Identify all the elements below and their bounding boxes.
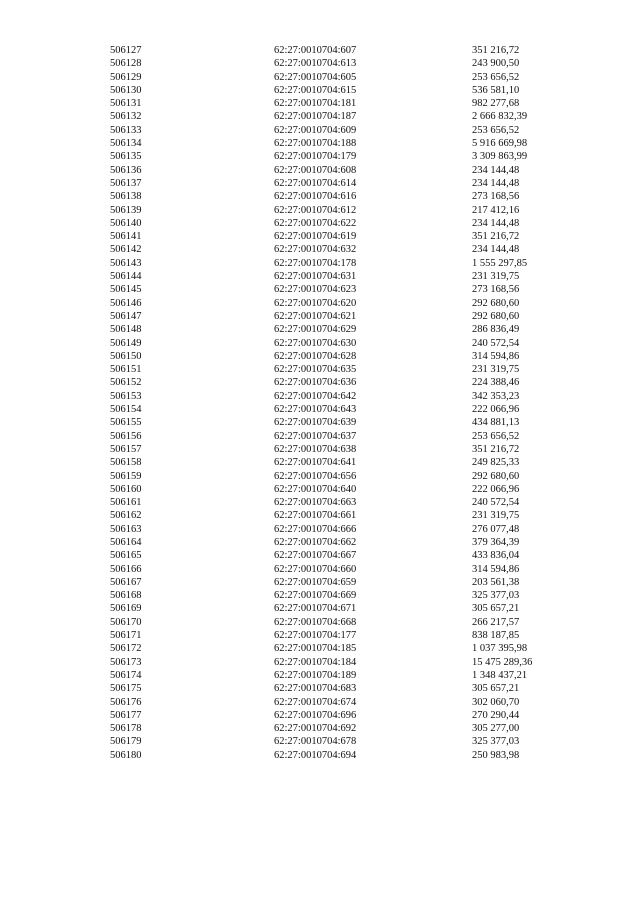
record-number-cell: 506143 <box>110 257 142 269</box>
cadastral-value-cell: 351 216,72 <box>472 45 520 56</box>
cadastral-value-cell: 351 216,72 <box>472 443 520 455</box>
record-number-cell: 506161 <box>110 497 142 509</box>
cadastral-number-cell: 62:27:0010704:692 <box>274 723 357 735</box>
table-row <box>0 44 640 57</box>
record-number-cell: 506133 <box>110 124 142 136</box>
table-row <box>0 709 640 722</box>
cadastral-number-cell: 62:27:0010704:181 <box>274 98 357 110</box>
table-row <box>0 310 640 323</box>
cadastral-number-cell: 62:27:0010704:640 <box>274 483 357 495</box>
cadastral-number-cell: 62:27:0010704:638 <box>274 443 357 455</box>
cadastral-number-cell: 62:27:0010704:666 <box>274 523 357 535</box>
cadastral-number-cell: 62:27:0010704:694 <box>274 749 357 761</box>
cadastral-number-cell: 62:27:0010704:683 <box>274 683 357 695</box>
cadastral-value-cell: 273 168,56 <box>472 284 520 296</box>
record-number-cell: 506127 <box>110 45 142 56</box>
cadastral-number-cell: 62:27:0010704:663 <box>274 497 357 509</box>
cadastral-number-cell: 62:27:0010704:607 <box>274 45 357 56</box>
record-number-cell: 506154 <box>110 404 142 416</box>
table-row <box>0 403 640 416</box>
record-number-cell: 506130 <box>110 84 142 96</box>
cadastral-value-cell: 1 555 297,85 <box>472 257 528 269</box>
cadastral-number-cell: 62:27:0010704:629 <box>274 324 357 336</box>
table-row <box>0 177 640 190</box>
record-number-cell: 506179 <box>110 736 142 748</box>
record-number-cell: 506160 <box>110 483 142 495</box>
record-number-cell: 506166 <box>110 563 142 575</box>
cadastral-value-cell: 305 277,00 <box>472 723 520 735</box>
cadastral-value-cell: 253 656,52 <box>472 124 520 136</box>
table-row <box>0 642 640 655</box>
cadastral-number-cell: 62:27:0010704:678 <box>274 736 357 748</box>
record-number-cell: 506155 <box>110 417 142 429</box>
cadastral-number-cell: 62:27:0010704:667 <box>274 550 357 562</box>
table-row <box>0 257 640 270</box>
cadastral-number-cell: 62:27:0010704:188 <box>274 138 357 150</box>
cadastral-number-cell: 62:27:0010704:177 <box>274 630 357 642</box>
table-row <box>0 97 640 110</box>
record-number-cell: 506176 <box>110 696 142 708</box>
cadastral-number-cell: 62:27:0010704:662 <box>274 536 357 548</box>
cadastral-number-cell: 62:27:0010704:616 <box>274 191 357 203</box>
table-row <box>0 84 640 97</box>
cadastral-number-cell: 62:27:0010704:179 <box>274 151 357 163</box>
cadastral-value-cell: 292 680,60 <box>472 297 520 309</box>
record-number-cell: 506171 <box>110 630 142 642</box>
cadastral-number-cell: 62:27:0010704:612 <box>274 204 357 216</box>
record-number-cell: 506135 <box>110 151 142 163</box>
cadastral-value-cell: 243 900,50 <box>472 58 520 70</box>
record-number-cell: 506175 <box>110 683 142 695</box>
cadastral-value-cell: 1 348 437,21 <box>472 669 528 681</box>
cadastral-value-cell: 224 388,46 <box>472 377 520 389</box>
cadastral-number-cell: 62:27:0010704:637 <box>274 430 357 442</box>
cadastral-value-cell: 314 594,86 <box>472 350 520 362</box>
cadastral-number-cell: 62:27:0010704:630 <box>274 337 357 349</box>
table-row <box>0 57 640 70</box>
cadastral-value-cell: 249 825,33 <box>472 457 520 469</box>
cadastral-number-cell: 62:27:0010704:641 <box>274 457 357 469</box>
cadastral-value-cell: 305 657,21 <box>472 683 520 695</box>
cadastral-number-cell: 62:27:0010704:620 <box>274 297 357 309</box>
cadastral-value-cell: 15 475 289,36 <box>472 656 533 668</box>
cadastral-value-cell: 5 916 669,98 <box>472 138 528 150</box>
record-number-cell: 506134 <box>110 138 142 150</box>
record-number-cell: 506172 <box>110 643 142 655</box>
table-row <box>0 363 640 376</box>
cadastral-value-cell: 234 144,48 <box>472 244 520 256</box>
record-number-cell: 506145 <box>110 284 142 296</box>
table-row <box>0 137 640 150</box>
record-number-cell: 506148 <box>110 324 142 336</box>
cadastral-value-cell: 273 168,56 <box>472 191 520 203</box>
table-row <box>0 110 640 123</box>
record-number-cell: 506142 <box>110 244 142 256</box>
cadastral-value-cell: 222 066,96 <box>472 404 520 416</box>
cadastral-value-cell: 2 666 832,39 <box>472 111 528 123</box>
table-row <box>0 270 640 283</box>
cadastral-value-cell: 231 319,75 <box>472 364 520 376</box>
table-row <box>0 443 640 456</box>
table-row <box>0 483 640 496</box>
cadastral-value-cell: 302 060,70 <box>472 696 520 708</box>
cadastral-number-cell: 62:27:0010704:631 <box>274 271 357 283</box>
table-row <box>0 230 640 243</box>
table-row <box>0 150 640 163</box>
cadastral-value-cell: 3 309 863,99 <box>472 151 528 163</box>
cadastral-value-cell: 222 066,96 <box>472 483 520 495</box>
table-row <box>0 376 640 389</box>
cadastral-value-cell: 305 657,21 <box>472 603 520 615</box>
record-number-cell: 506149 <box>110 337 142 349</box>
table-row <box>0 390 640 403</box>
cadastral-value-cell: 203 561,38 <box>472 576 520 588</box>
cadastral-value-cell: 240 572,54 <box>472 337 520 349</box>
table-row <box>0 190 640 203</box>
cadastral-value-cell: 234 144,48 <box>472 217 520 229</box>
record-number-cell: 506151 <box>110 364 142 376</box>
cadastral-value-cell: 342 353,23 <box>472 390 520 402</box>
cadastral-value-cell: 253 656,52 <box>472 71 520 83</box>
cadastral-number-cell: 62:27:0010704:639 <box>274 417 357 429</box>
record-number-cell: 506177 <box>110 709 142 721</box>
table-row <box>0 297 640 310</box>
cadastral-number-cell: 62:27:0010704:613 <box>274 58 357 70</box>
record-number-cell: 506153 <box>110 390 142 402</box>
cadastral-value-cell: 266 217,57 <box>472 616 520 628</box>
record-number-cell: 506174 <box>110 669 142 681</box>
cadastral-number-cell: 62:27:0010704:674 <box>274 696 357 708</box>
record-number-cell: 506141 <box>110 231 142 243</box>
cadastral-value-cell: 286 836,49 <box>472 324 520 336</box>
table-row <box>0 323 640 336</box>
cadastral-value-cell: 276 077,48 <box>472 523 520 535</box>
cadastral-value-cell: 240 572,54 <box>472 497 520 509</box>
cadastral-number-cell: 62:27:0010704:184 <box>274 656 357 668</box>
cadastral-number-cell: 62:27:0010704:636 <box>274 377 357 389</box>
cadastral-number-cell: 62:27:0010704:671 <box>274 603 357 615</box>
cadastral-value-cell: 217 412,16 <box>472 204 520 216</box>
cadastral-number-cell: 62:27:0010704:187 <box>274 111 357 123</box>
cadastral-number-cell: 62:27:0010704:669 <box>274 590 357 602</box>
cadastral-value-cell: 325 377,03 <box>472 590 520 602</box>
record-number-cell: 506173 <box>110 656 142 668</box>
table-row <box>0 456 640 469</box>
table-row <box>0 696 640 709</box>
table-row <box>0 656 640 669</box>
table-row <box>0 576 640 589</box>
cadastral-number-cell: 62:27:0010704:609 <box>274 124 357 136</box>
table-row <box>0 430 640 443</box>
table-row <box>0 243 640 256</box>
cadastral-number-cell: 62:27:0010704:632 <box>274 244 357 256</box>
record-number-cell: 506163 <box>110 523 142 535</box>
cadastral-number-cell: 62:27:0010704:628 <box>274 350 357 362</box>
table-row <box>0 283 640 296</box>
cadastral-value-cell: 314 594,86 <box>472 563 520 575</box>
cadastral-value-cell: 270 290,44 <box>472 709 520 721</box>
record-number-cell: 506147 <box>110 310 142 322</box>
cadastral-value-cell: 433 836,04 <box>472 550 520 562</box>
cadastral-number-cell: 62:27:0010704:661 <box>274 510 357 522</box>
cadastral-number-cell: 62:27:0010704:605 <box>274 71 357 83</box>
record-number-cell: 506150 <box>110 350 142 362</box>
table-row <box>0 602 640 615</box>
table-row <box>0 616 640 629</box>
table-row <box>0 629 640 642</box>
table-row <box>0 749 640 762</box>
cadastral-number-cell: 62:27:0010704:621 <box>274 310 357 322</box>
cadastral-value-cell: 325 377,03 <box>472 736 520 748</box>
cadastral-number-cell: 62:27:0010704:608 <box>274 164 357 176</box>
record-number-cell: 506170 <box>110 616 142 628</box>
table-row <box>0 496 640 509</box>
cadastral-number-cell: 62:27:0010704:659 <box>274 576 357 588</box>
cadastral-number-cell: 62:27:0010704:614 <box>274 177 357 189</box>
cadastral-number-cell: 62:27:0010704:185 <box>274 643 357 655</box>
cadastral-value-cell: 231 319,75 <box>472 271 520 283</box>
record-number-cell: 506137 <box>110 177 142 189</box>
record-number-cell: 506165 <box>110 550 142 562</box>
record-number-cell: 506158 <box>110 457 142 469</box>
cadastral-value-cell: 536 581,10 <box>472 84 520 96</box>
record-number-cell: 506132 <box>110 111 142 123</box>
table-row <box>0 470 640 483</box>
cadastral-number-cell: 62:27:0010704:643 <box>274 404 357 416</box>
record-number-cell: 506139 <box>110 204 142 216</box>
cadastral-value-cell: 250 983,98 <box>472 749 520 761</box>
table-row <box>0 549 640 562</box>
cadastral-value-cell: 231 319,75 <box>472 510 520 522</box>
cadastral-number-cell: 62:27:0010704:656 <box>274 470 357 482</box>
table-row <box>0 337 640 350</box>
record-number-cell: 506146 <box>110 297 142 309</box>
record-number-cell: 506180 <box>110 749 142 761</box>
record-number-cell: 506157 <box>110 443 142 455</box>
table-row <box>0 536 640 549</box>
cadastral-value-cell: 379 364,39 <box>472 536 520 548</box>
table-row <box>0 71 640 84</box>
record-number-cell: 506140 <box>110 217 142 229</box>
table-row <box>0 735 640 748</box>
record-number-cell: 506168 <box>110 590 142 602</box>
record-number-cell: 506178 <box>110 723 142 735</box>
table-row <box>0 350 640 363</box>
cadastral-number-cell: 62:27:0010704:615 <box>274 84 357 96</box>
table-row <box>0 416 640 429</box>
cadastral-number-cell: 62:27:0010704:696 <box>274 709 357 721</box>
table-row <box>0 722 640 735</box>
record-number-cell: 506129 <box>110 71 142 83</box>
cadastral-number-cell: 62:27:0010704:642 <box>274 390 357 402</box>
record-number-cell: 506136 <box>110 164 142 176</box>
table-row <box>0 204 640 217</box>
cadastral-value-cell: 1 037 395,98 <box>472 643 528 655</box>
cadastral-value-cell: 234 144,48 <box>472 164 520 176</box>
table-row <box>0 563 640 576</box>
cadastral-number-cell: 62:27:0010704:622 <box>274 217 357 229</box>
cadastral-number-cell: 62:27:0010704:635 <box>274 364 357 376</box>
cadastral-value-cell: 838 187,85 <box>472 630 520 642</box>
table-row <box>0 164 640 177</box>
record-number-cell: 506152 <box>110 377 142 389</box>
record-number-cell: 506128 <box>110 58 142 70</box>
cadastral-value-cell: 253 656,52 <box>472 430 520 442</box>
cadastral-number-cell: 62:27:0010704:619 <box>274 231 357 243</box>
cadastral-number-cell: 62:27:0010704:623 <box>274 284 357 296</box>
table-row <box>0 682 640 695</box>
record-number-cell: 506162 <box>110 510 142 522</box>
cadastral-number-cell: 62:27:0010704:178 <box>274 257 357 269</box>
table-row <box>0 523 640 536</box>
record-number-cell: 506167 <box>110 576 142 588</box>
table-row <box>0 509 640 522</box>
record-number-cell: 506164 <box>110 536 142 548</box>
record-number-cell: 506159 <box>110 470 142 482</box>
cadastral-value-table <box>0 44 640 762</box>
cadastral-value-cell: 234 144,48 <box>472 177 520 189</box>
cadastral-number-cell: 62:27:0010704:668 <box>274 616 357 628</box>
record-number-cell: 506138 <box>110 191 142 203</box>
table-row <box>0 217 640 230</box>
cadastral-value-cell: 982 277,68 <box>472 98 520 110</box>
cadastral-number-cell: 62:27:0010704:660 <box>274 563 357 575</box>
record-number-cell: 506144 <box>110 271 142 283</box>
record-number-cell: 506156 <box>110 430 142 442</box>
cadastral-value-cell: 351 216,72 <box>472 231 520 243</box>
table-row <box>0 589 640 602</box>
cadastral-value-cell: 292 680,60 <box>472 470 520 482</box>
table-row <box>0 669 640 682</box>
cadastral-value-cell: 434 881,13 <box>472 417 520 429</box>
cadastral-value-cell: 292 680,60 <box>472 310 520 322</box>
record-number-cell: 506131 <box>110 98 142 110</box>
table-row <box>0 124 640 137</box>
cadastral-number-cell: 62:27:0010704:189 <box>274 669 357 681</box>
record-number-cell: 506169 <box>110 603 142 615</box>
